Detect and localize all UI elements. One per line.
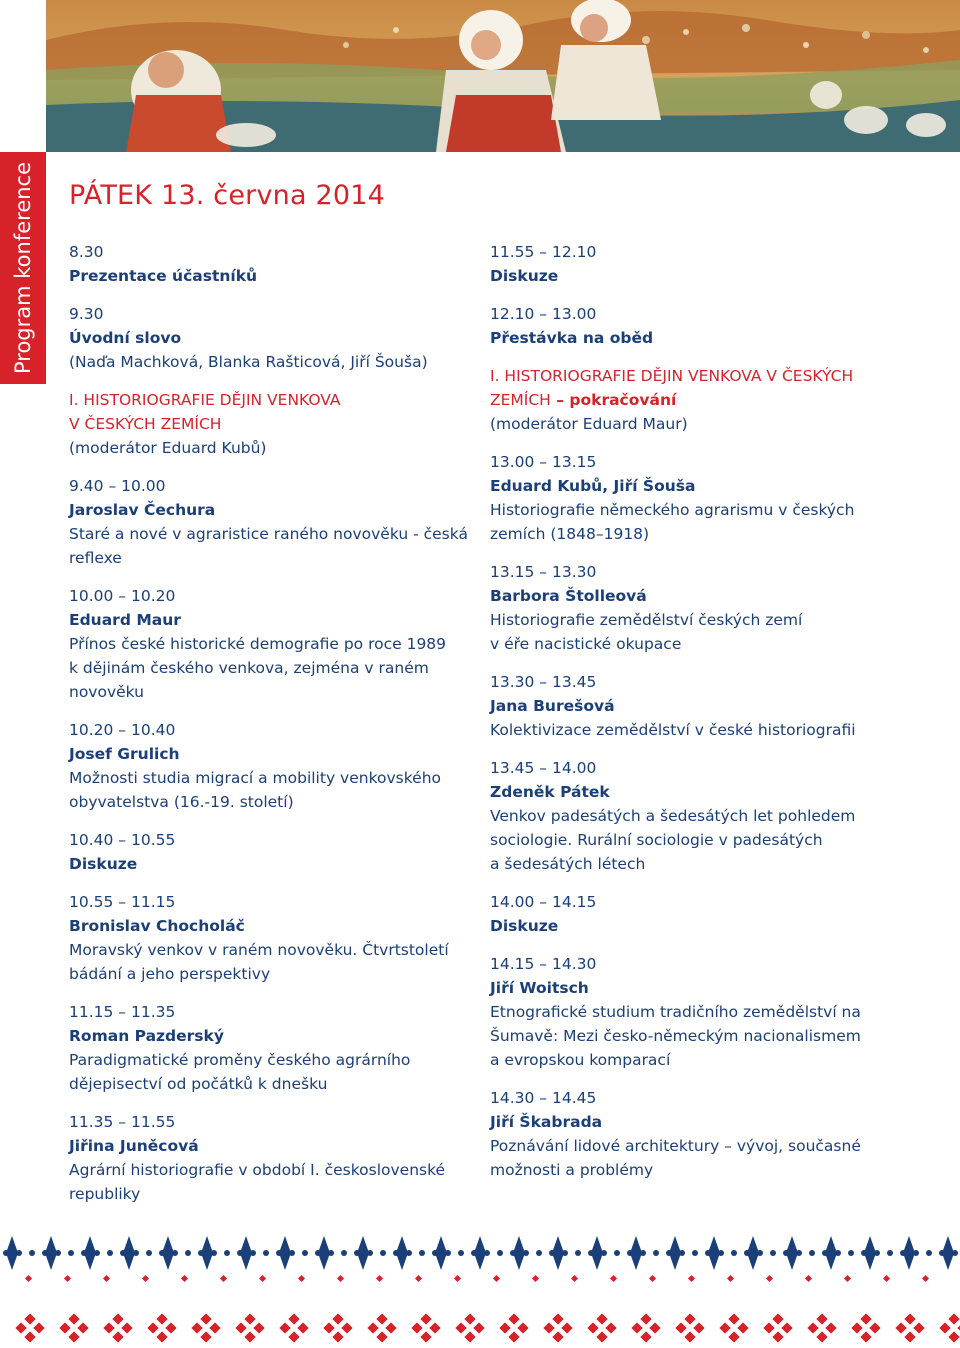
ornament-dot xyxy=(380,1250,386,1256)
ornament-red-motif xyxy=(279,1313,308,1342)
ornament-red-square xyxy=(337,1275,344,1282)
session-note: (Naďa Machková, Blanka Rašticová, Jiří Šouša) xyxy=(69,353,428,371)
ornament-red-motif xyxy=(235,1313,264,1342)
time: 13.45 – 14.00 xyxy=(490,759,597,777)
ornament-dot xyxy=(653,1250,659,1256)
time: 14.00 – 14.15 xyxy=(490,893,597,911)
talk-title: obyvatelstva (16.-19. století) xyxy=(69,793,294,811)
ornament-red-motif xyxy=(675,1313,704,1342)
time: 10.40 – 10.55 xyxy=(69,831,176,849)
talk-title: Staré a nové v agraristice raného novověku - česká xyxy=(69,525,468,543)
ornament-diamond xyxy=(669,1236,681,1270)
ornament-red-motif xyxy=(323,1313,352,1342)
speaker-name: Eduard Maur xyxy=(69,611,181,629)
ornament-diamond xyxy=(825,1236,837,1270)
section-heading: I. HISTORIOGRAFIE DĚJIN VENKOVA xyxy=(69,391,341,409)
ornament-dot xyxy=(341,1250,347,1256)
ornament-diamond xyxy=(45,1236,57,1270)
schedule-right-column xyxy=(490,240,920,1182)
talk-title: Historiografie zemědělství českých zemí xyxy=(490,611,803,629)
talk-title: novověku xyxy=(69,683,144,701)
time: 14.30 – 14.45 xyxy=(490,1089,597,1107)
ornament-diamond xyxy=(123,1236,135,1270)
time: 11.55 – 12.10 xyxy=(490,243,597,261)
ornament-diamond xyxy=(201,1236,213,1270)
ornament-dot xyxy=(887,1250,893,1256)
folk-ornament-footer xyxy=(0,1228,960,1344)
ornament-diamond xyxy=(942,1236,954,1270)
ornament-diamond xyxy=(591,1236,603,1270)
talk-title: dějepisectví od počátků k dnešku xyxy=(69,1075,328,1093)
header-painting xyxy=(46,0,960,152)
talk-title: Paradigmatické proměny českého agrárního xyxy=(69,1051,411,1069)
ornament-dot xyxy=(68,1250,74,1256)
talk-title: Možnosti studia migrací a mobility venkovského xyxy=(69,769,441,787)
ornament-red-square xyxy=(610,1275,617,1282)
ornament-red-motif xyxy=(499,1313,528,1342)
ornament-red-square xyxy=(25,1275,32,1282)
ornament-dot xyxy=(29,1250,35,1256)
ornament-red-square xyxy=(766,1275,773,1282)
time: 11.15 – 11.35 xyxy=(69,1003,176,1021)
ornament-red-square xyxy=(844,1275,851,1282)
ornament-red-square xyxy=(805,1275,812,1282)
ornament-dot xyxy=(575,1250,581,1256)
time: 9.30 xyxy=(69,305,104,323)
talk-title: Agrární historiografie v období I. československé xyxy=(69,1161,446,1179)
session-title: Diskuze xyxy=(490,917,559,935)
section-heading xyxy=(490,388,920,412)
ornament-dot xyxy=(770,1250,776,1256)
speaker-name: Jaroslav Čechura xyxy=(69,501,216,519)
ornament-red-square xyxy=(883,1275,890,1282)
ornament-dot xyxy=(497,1250,503,1256)
ornament-red-square xyxy=(181,1275,188,1282)
ornament-diamond xyxy=(318,1236,330,1270)
time: 11.35 – 11.55 xyxy=(69,1113,176,1131)
ornament-dot xyxy=(419,1250,425,1256)
ornament-red-motif xyxy=(191,1313,220,1342)
ornament-diamond xyxy=(786,1236,798,1270)
session-title: Diskuze xyxy=(69,855,138,873)
ornament-red-motif xyxy=(455,1313,484,1342)
ornament-dot xyxy=(731,1250,737,1256)
session-title: Prezentace účastníků xyxy=(69,267,258,285)
ornament-red-square xyxy=(64,1275,71,1282)
ornament-dot xyxy=(614,1250,620,1256)
talk-title: Venkov padesátých a šedesátých let pohledem xyxy=(490,807,856,825)
talk-title: v éře nacistické okupace xyxy=(490,635,682,653)
ornament-diamond xyxy=(6,1236,18,1270)
speaker-name: Barbora Štolleová xyxy=(490,587,647,605)
speaker-name: Jiří Woitsch xyxy=(490,979,589,997)
page-title: PÁTEK 13. června 2014 xyxy=(69,180,385,211)
ornament-dot xyxy=(692,1250,698,1256)
session-title: Úvodní slovo xyxy=(69,329,182,347)
time: 10.20 – 10.40 xyxy=(69,721,176,739)
ornament-red-square xyxy=(532,1275,539,1282)
talk-title: a evropskou komparací xyxy=(490,1051,671,1069)
ornament-red-motif xyxy=(147,1313,176,1342)
ornament-diamond xyxy=(279,1236,291,1270)
ornament-red-motif xyxy=(719,1313,748,1342)
ornament-red-square xyxy=(493,1275,500,1282)
talk-title: Historiografie německého agrarismu v českých xyxy=(490,501,855,519)
talk-title: zemích (1848–1918) xyxy=(490,525,650,543)
speaker-name: Eduard Kubů, Jiří Šouša xyxy=(490,477,696,495)
side-tab-label: Program konference xyxy=(11,161,35,375)
ornament-dot xyxy=(926,1250,932,1256)
talk-title: Šumavě: Mezi česko-německým nacionalismem xyxy=(490,1027,861,1045)
ornament-red-motif xyxy=(103,1313,132,1342)
ornament-red-square xyxy=(103,1275,110,1282)
time: 13.30 – 13.45 xyxy=(490,673,597,691)
talk-title: bádání a jeho perspektivy xyxy=(69,965,271,983)
ornament-diamond xyxy=(903,1236,915,1270)
speaker-name: Jana Burešová xyxy=(490,697,615,715)
speaker-name: Josef Grulich xyxy=(69,745,180,763)
ornament-red-motif xyxy=(895,1313,924,1342)
ornament-red-square xyxy=(142,1275,149,1282)
time: 10.00 – 10.20 xyxy=(69,587,176,605)
ornament-red-square xyxy=(649,1275,656,1282)
ornament-dot xyxy=(302,1250,308,1256)
session-title: Diskuze xyxy=(490,267,559,285)
ornament-red-motif xyxy=(15,1313,44,1342)
ornament-red-motif xyxy=(807,1313,836,1342)
ornament-red-square xyxy=(727,1275,734,1282)
ornament-red-square xyxy=(220,1275,227,1282)
ornament-red-square xyxy=(415,1275,422,1282)
speaker-name: Zdeněk Pátek xyxy=(490,783,610,801)
ornament-red-square xyxy=(259,1275,266,1282)
section-heading-continued: – pokračování xyxy=(550,391,677,409)
painting-illustration xyxy=(46,0,960,152)
ornament-dot xyxy=(224,1250,230,1256)
ornament-red-motif xyxy=(851,1313,880,1342)
ornament-pattern xyxy=(0,1228,960,1344)
ornament-red-square xyxy=(454,1275,461,1282)
section-heading: V ČESKÝCH ZEMÍCH xyxy=(69,415,222,433)
ornament-red-square xyxy=(922,1275,929,1282)
talk-title: reflexe xyxy=(69,549,122,567)
talk-title: sociologie. Rurální sociologie v padesátých xyxy=(490,831,823,849)
ornament-diamond xyxy=(240,1236,252,1270)
ornament-red-motif xyxy=(367,1313,396,1342)
ornament-dot xyxy=(146,1250,152,1256)
speaker-name: Jiřina Juněcová xyxy=(69,1137,199,1155)
talk-title: Kolektivizace zemědělství v české historiografii xyxy=(490,721,856,739)
ornament-dot xyxy=(263,1250,269,1256)
ornament-diamond xyxy=(513,1236,525,1270)
talk-title: Moravský venkov v raném novověku. Čtvrtstoletí xyxy=(69,941,449,959)
ornament-dot xyxy=(809,1250,815,1256)
time: 9.40 – 10.00 xyxy=(69,477,166,495)
ornament-red-square xyxy=(376,1275,383,1282)
speaker-name: Bronislav Chocholáč xyxy=(69,917,245,935)
ornament-red-motif xyxy=(939,1313,960,1342)
ornament-diamond xyxy=(435,1236,447,1270)
ornament-red-motif xyxy=(587,1313,616,1342)
ornament-diamond xyxy=(552,1236,564,1270)
talk-title: republiky xyxy=(69,1185,141,1203)
moderator-note: (moderátor Eduard Kubů) xyxy=(69,439,267,457)
ornament-dot xyxy=(458,1250,464,1256)
ornament-dot xyxy=(848,1250,854,1256)
ornament-diamond xyxy=(357,1236,369,1270)
ornament-red-motif xyxy=(763,1313,792,1342)
speaker-name: Jiří Škabrada xyxy=(490,1113,603,1131)
time: 12.10 – 13.00 xyxy=(490,305,597,323)
time: 13.15 – 13.30 xyxy=(490,563,597,581)
side-tab xyxy=(0,152,46,384)
ornament-diamond xyxy=(162,1236,174,1270)
ornament-diamond xyxy=(747,1236,759,1270)
time: 10.55 – 11.15 xyxy=(69,893,176,911)
ornament-diamond xyxy=(474,1236,486,1270)
section-heading: I. HISTORIOGRAFIE DĚJIN VENKOVA V ČESKÝCH xyxy=(490,367,854,385)
ornament-red-square xyxy=(688,1275,695,1282)
talk-title: k dějinám českého venkova, zejména v raném xyxy=(69,659,429,677)
talk-title: a šedesátých létech xyxy=(490,855,646,873)
ornament-red-motif xyxy=(543,1313,572,1342)
talk-title: Etnografické studium tradičního zemědělství na xyxy=(490,1003,861,1021)
talk-title: Přínos české historické demografie po roce 1989 xyxy=(69,635,447,653)
ornament-red-motif xyxy=(631,1313,660,1342)
ornament-red-square xyxy=(571,1275,578,1282)
speaker-name: Roman Pazderský xyxy=(69,1027,224,1045)
ornament-dot xyxy=(185,1250,191,1256)
ornament-red-motif xyxy=(411,1313,440,1342)
ornament-dot xyxy=(107,1250,113,1256)
time: 8.30 xyxy=(69,243,104,261)
ornament-diamond xyxy=(708,1236,720,1270)
talk-title: možnosti a problémy xyxy=(490,1161,654,1179)
ornament-diamond xyxy=(630,1236,642,1270)
moderator-note: (moderátor Eduard Maur) xyxy=(490,415,688,433)
ornament-diamond xyxy=(84,1236,96,1270)
ornament-diamond xyxy=(396,1236,408,1270)
talk-title: Poznávání lidové architektury – vývoj, současné xyxy=(490,1137,861,1155)
ornament-diamond xyxy=(864,1236,876,1270)
session-title: Přestávka na oběd xyxy=(490,329,654,347)
schedule-left-column xyxy=(69,240,468,1206)
ornament-dot xyxy=(536,1250,542,1256)
ornament-red-motif xyxy=(59,1313,88,1342)
ornament-red-square xyxy=(298,1275,305,1282)
time: 14.15 – 14.30 xyxy=(490,955,597,973)
time: 13.00 – 13.15 xyxy=(490,453,597,471)
section-heading-part: ZEMÍCH xyxy=(490,391,551,409)
